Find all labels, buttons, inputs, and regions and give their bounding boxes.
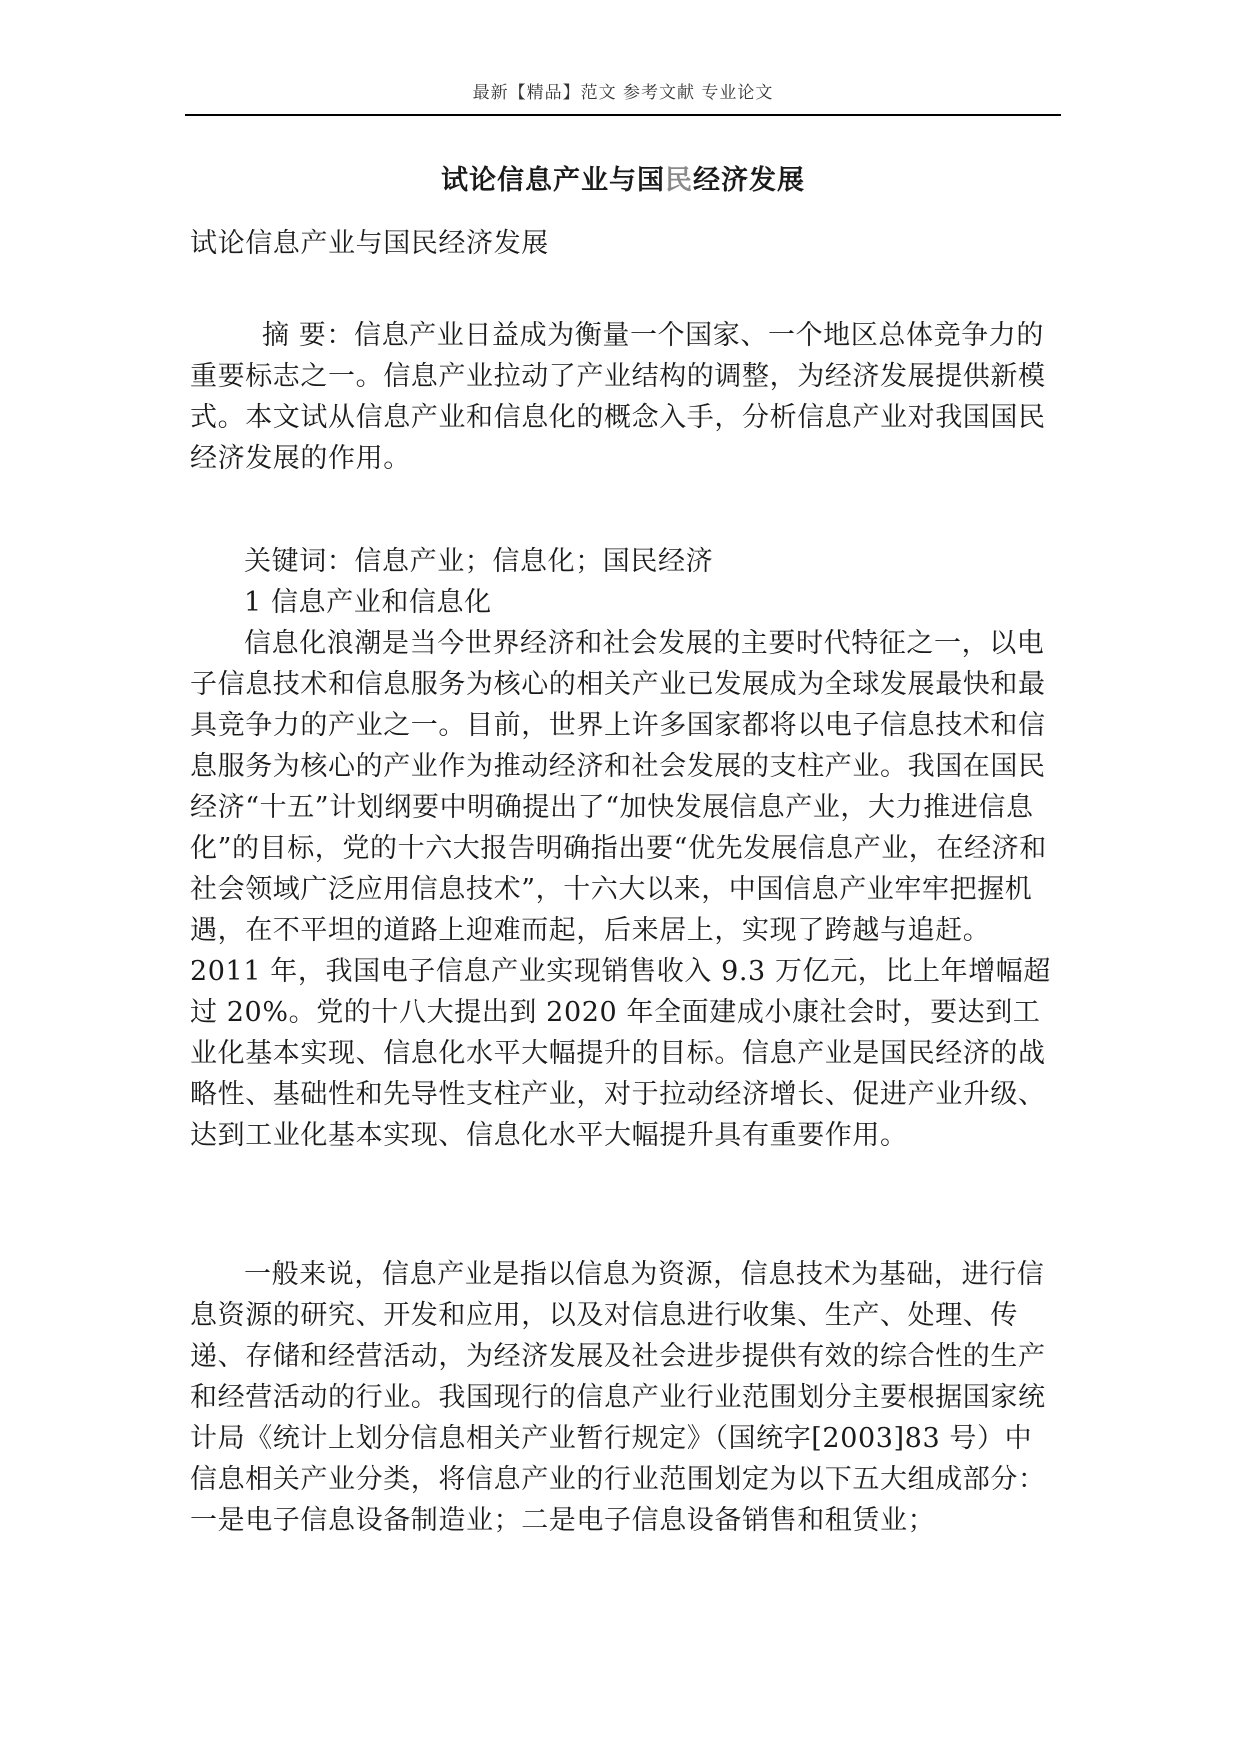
page-header: 最新【精品】范文 参考文献 专业论文 [472, 83, 774, 103]
section-heading: 1 信息产业和信息化 [244, 587, 492, 618]
body-paragraph: 一般来说，信息产业是指以信息为资源，信息技术为基础，进行信息资源的研究、开发和应用，以及对信息进行收集、生产、处理、传递、存储和经营活动，为经济发展及社会进步提供有效的综合性的生产和经营活动的行业。我国现行的信息产业行业范围划分主要根据国家统计局《统计上划分信息相关产业暂行规定》（国统字[2003]83 号）中信息相关产业分类，将信息产业的行业范围划定为以下五大组成部分：一是电子信息设备制造业；二是电子信息设备销售和租赁业； [190, 1259, 1046, 1536]
keywords-line: 关键词：信息产业；信息化；国民经济 [244, 546, 714, 577]
title-text-part3: 经济发展 [693, 165, 805, 196]
body-paragraph: 信息化浪潮是当今世界经济和社会发展的主要时代特征之一，以电子信息技术和信息服务为核心的相关产业已发展成为全球发展最快和最具竞争力的产业之一。目前，世界上许多国家都将以电子信息技术和信息服务为核心的产业作为推动经济和社会发展的支柱产业。我国在国民经济“十五”计划纲要中明确提出了“加快发展信息产业，大力推进信息化”的目标，党的十六大报告明确指出要“优先发展信息产业，在经济和社会领域广泛应用信息技术”，十六大以来，中国信息产业牢牢把握机遇，在不平坦的道路上迎难而起，后来居上，实现了跨越与追赶。2011 年，我国电子信息产业实现销售收入 9.3 万亿元，比上年增幅超过 20%。党的十八大提出到 2020 年全面建成小康社会时，要达到工业化基本实现、信息化水平大幅提升的目标。信息产业是国民经济的战略性、基础性和先导性支柱产业，对于拉动经济增长、促进产业升级、达到工业化基本实现、信息化水平大幅提升具有重要作用。 [190, 628, 1051, 1151]
title-text-part1: 试论信息产业与国 [441, 165, 665, 196]
title-text-part2: 民 [665, 165, 693, 196]
document-subtitle: 试论信息产业与国民经济发展 [190, 228, 549, 259]
document-title [185, 163, 1061, 199]
header-divider [185, 114, 1061, 116]
abstract-paragraph: 摘 要：信息产业日益成为衡量一个国家、一个地区总体竞争力的重要标志之一。信息产业拉动了产业结构的调整，为经济发展提供新模式。本文试从信息产业和信息化的概念入手，分析信息产业对我国国民经济发展的作用。 [190, 320, 1046, 474]
